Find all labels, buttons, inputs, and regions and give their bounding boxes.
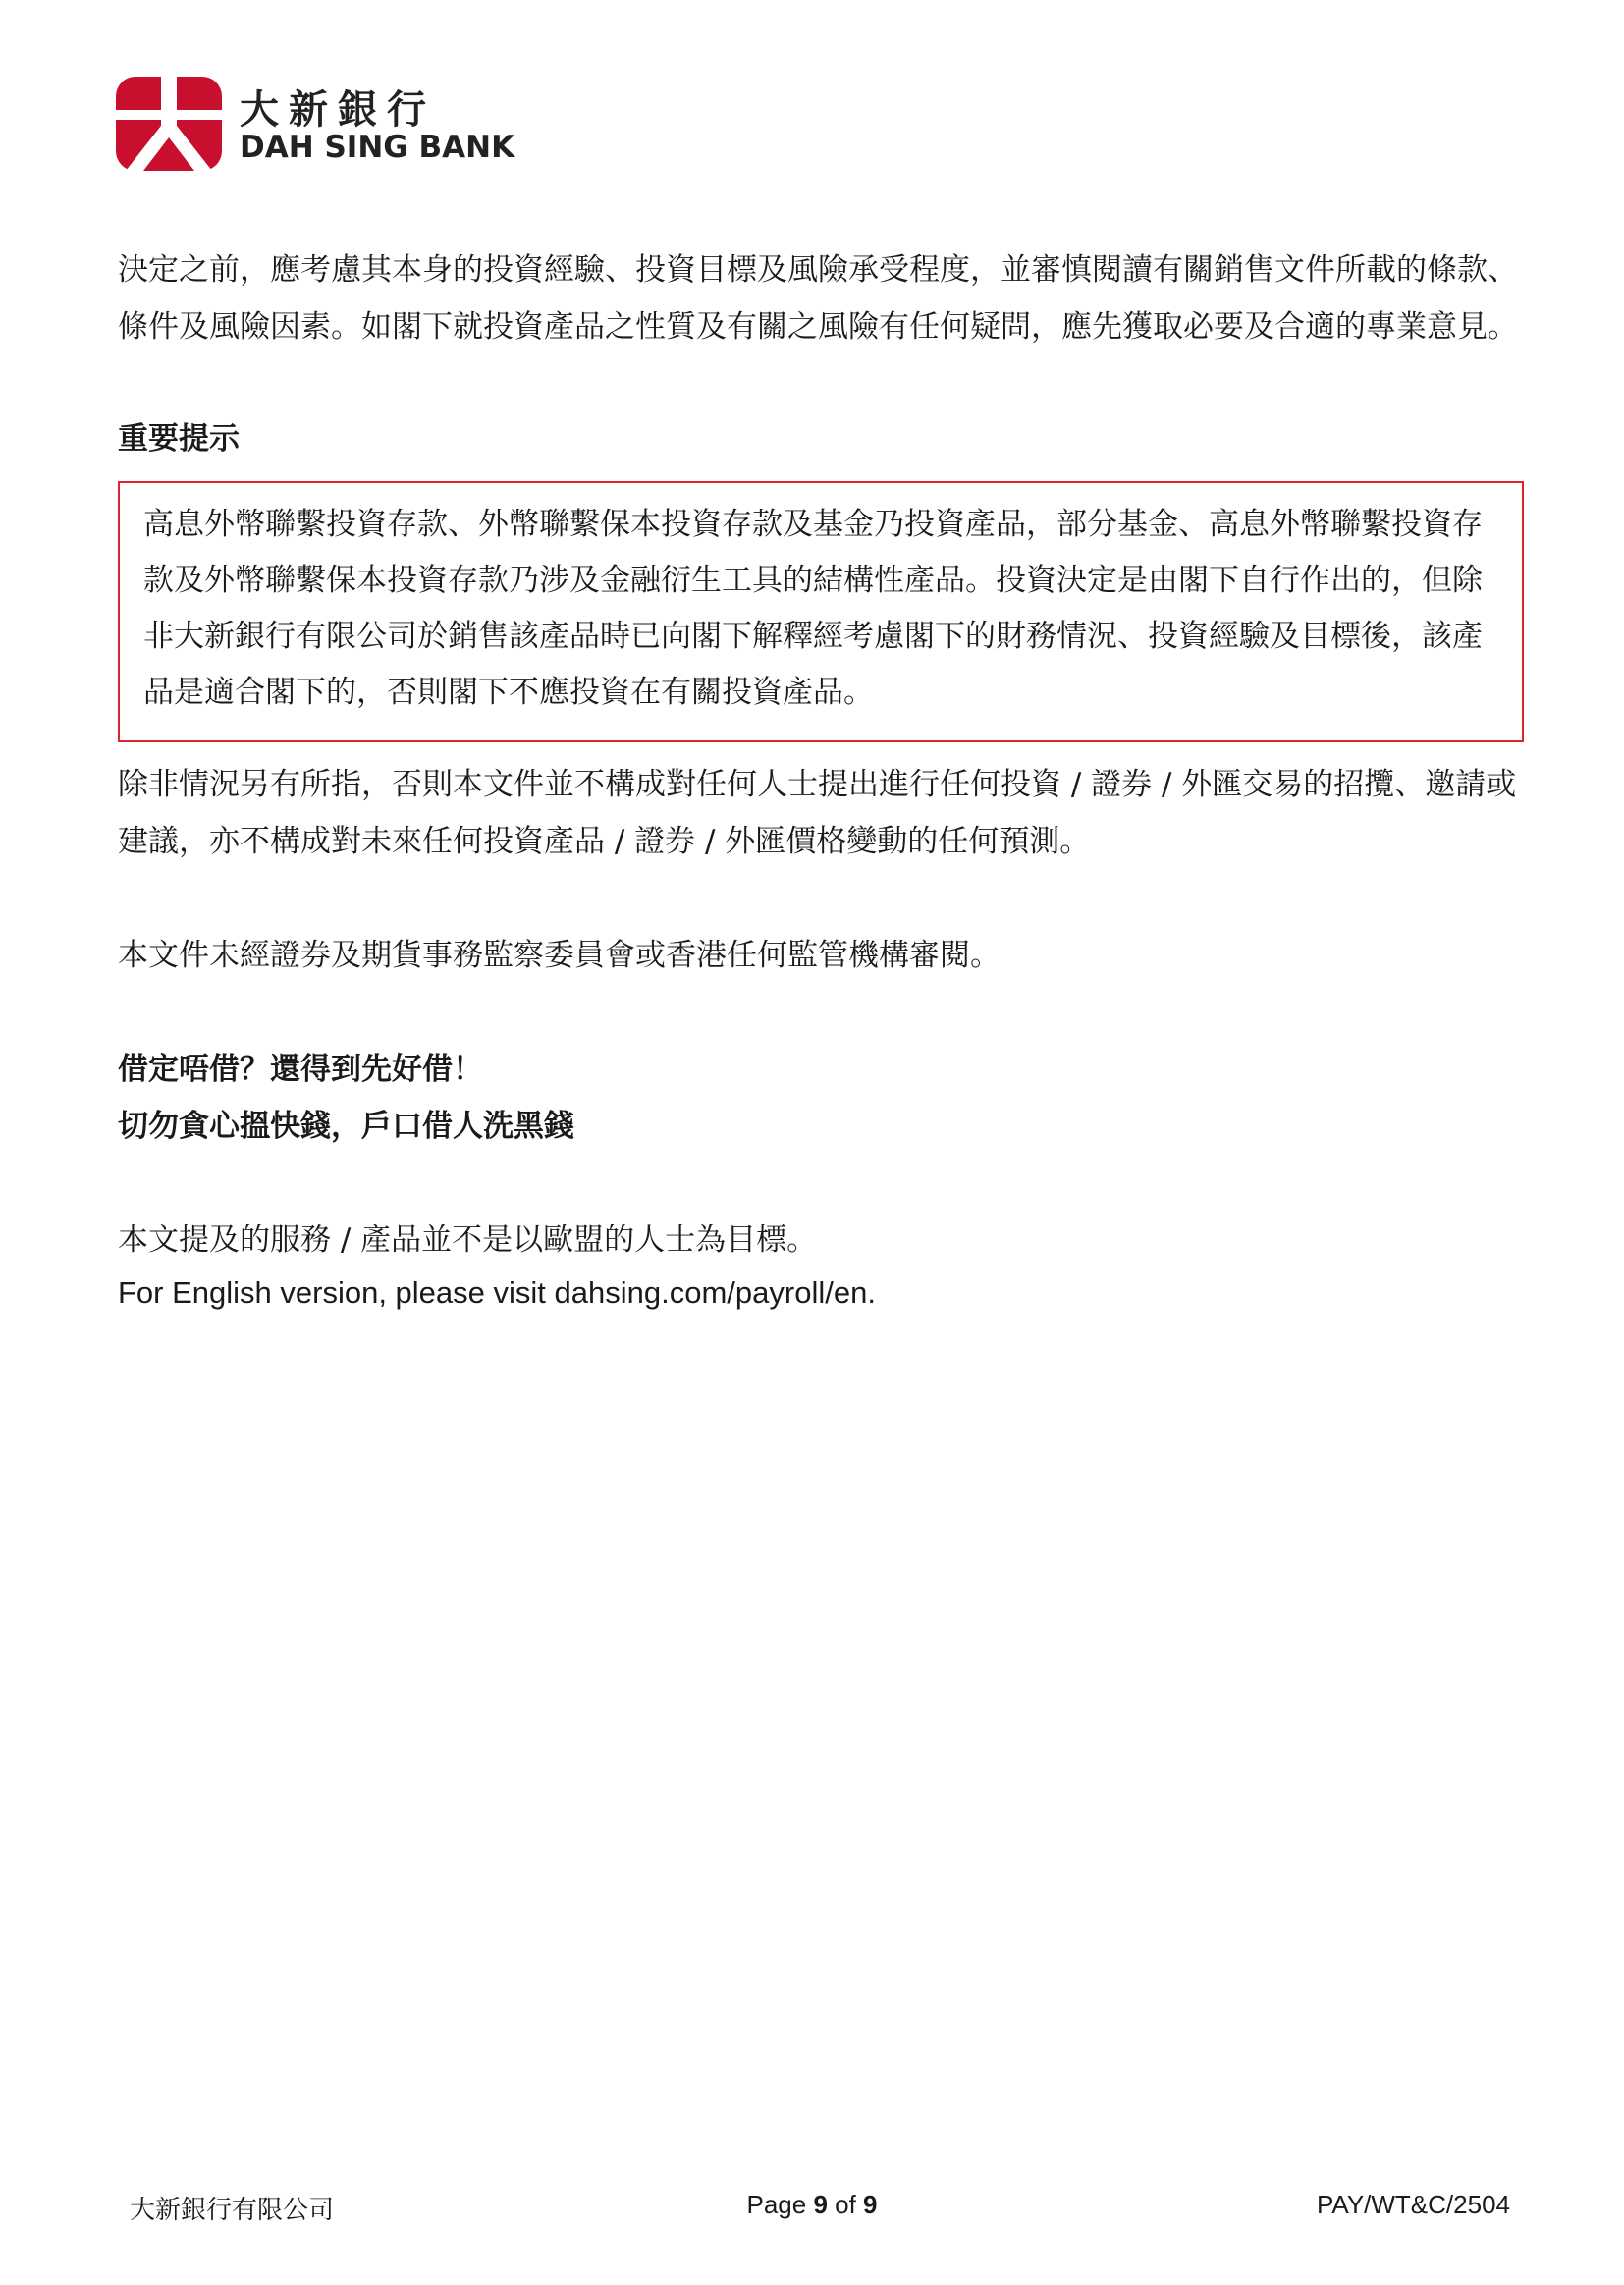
page-prefix: Page — [746, 2190, 814, 2219]
document-body — [118, 242, 1524, 1318]
page-current: 9 — [813, 2190, 828, 2219]
slogan-line-1: 借定唔借？還得到先好借！ — [118, 1052, 483, 1087]
page-footer — [0, 2190, 1624, 2229]
logo-chinese-name: 大新銀行 — [240, 87, 436, 133]
footer-company: 大新銀行有限公司 — [130, 2196, 335, 2225]
important-notice-text: 高息外幣聯繫投資存款、外幣聯繫保本投資存款及基金乃投資產品，部分基金、高息外幣聯繫投資存款及外幣聯繫保本投資存款乃涉及金融衍生工具的結構性產品。投資決定是由閣下自行作出的，但除非大新銀行有限公司於銷售該產品時已向閣下解釋經考慮閣下的財務情況、投資經驗及目標後，該產品是適合閣下的，否則閣下不應投資在有關投資產品。 — [143, 507, 1483, 710]
sfc-note: 本文件未經證券及期貨事務監察委員會或香港任何監管機構審閱。 — [118, 938, 1001, 973]
logo-english-name: DAH SING BANK — [240, 130, 515, 165]
important-notice-box — [118, 481, 1524, 742]
page-total: 9 — [863, 2190, 878, 2219]
english-version-note: For English version, please visit dahsing.com/payroll/en. — [118, 1276, 876, 1310]
intro-paragraph: 決定之前，應考慮其本身的投資經驗、投資目標及風險承受程度，並審慎閱讀有關銷售文件所載的條款、條件及風險因素。如閣下就投資產品之性質及有關之風險有任何疑問，應先獲取必要及合適的專業意見。 — [118, 252, 1518, 345]
page-of: of — [827, 2190, 864, 2219]
eu-note: 本文提及的服務 / 產品並不是以歐盟的人士為目標。 — [118, 1223, 818, 1258]
dah-sing-logo-icon — [116, 77, 222, 171]
notice-heading: 重要提示 — [118, 421, 240, 457]
bank-logo — [116, 77, 515, 171]
document-code: PAY/WT&C/2504 — [1317, 2190, 1510, 2219]
disclaimer-paragraph: 除非情況另有所指，否則本文件並不構成對任何人士提出進行任何投資 / 證券 / 外匯交易的招攬、邀請或建議，亦不構成對未來任何投資產品 / 證券 / 外匯價格變動的任何預測。 — [118, 767, 1517, 859]
slogan-line-2: 切勿貪心搵快錢，戶口借人洗黑錢 — [118, 1109, 574, 1144]
